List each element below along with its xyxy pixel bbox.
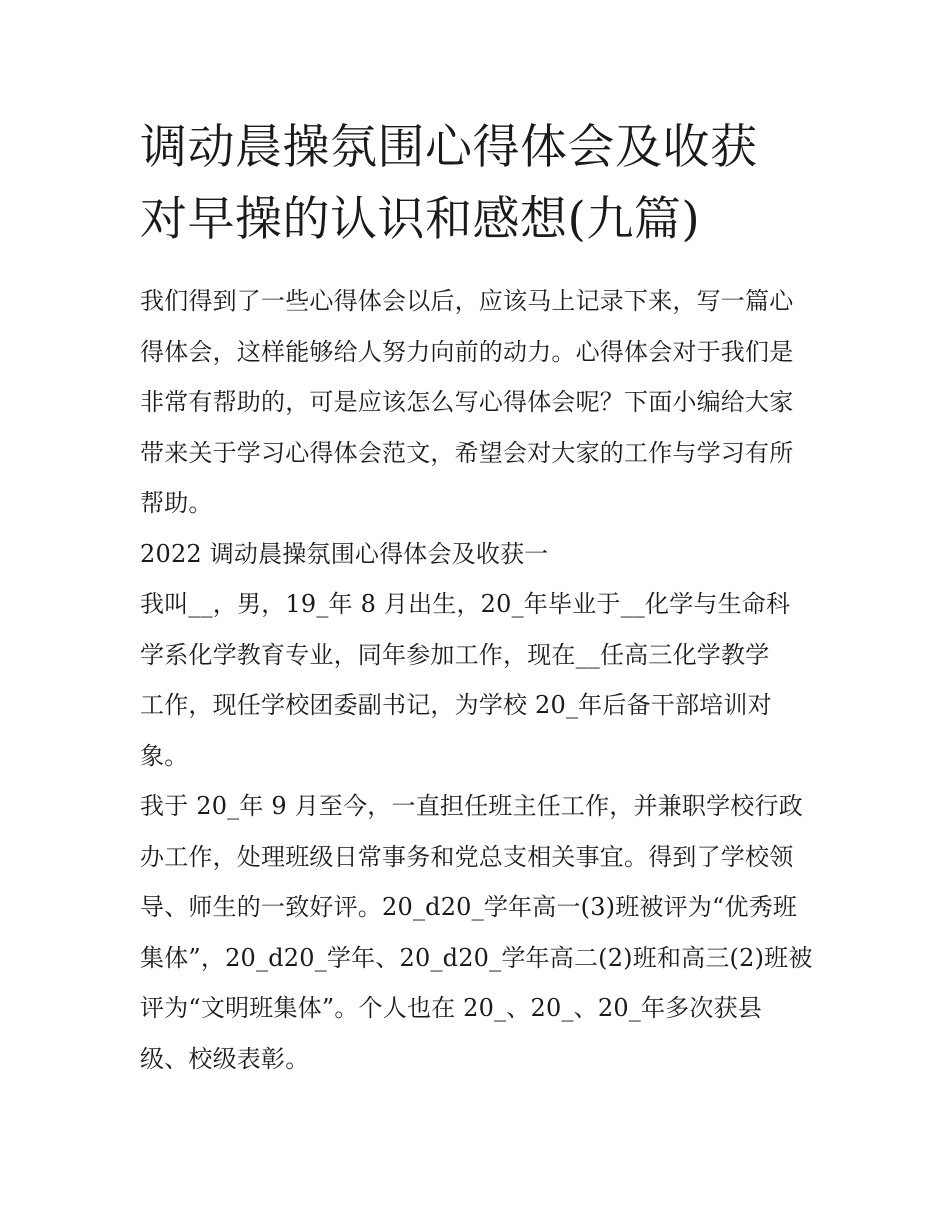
body-line: 得体会，这样能够给人努力向前的动力。心得体会对于我们是 (140, 337, 794, 366)
body-line: 我叫__，男，19_年 8 月出生，20_年毕业于__化学与生命科 (140, 590, 791, 618)
body-line: 工作，现任学校团委副书记，为学校 20_年后备干部培训对 (140, 691, 772, 719)
body-line: 学系化学教育专业，同年参加工作，现在__任高三化学教学 (140, 640, 770, 669)
body-line: 我们得到了一些心得体会以后，应该马上记录下来，写一篇心 (140, 287, 794, 315)
body-line: 我于 20_年 9 月至今，一直担任班主任工作，并兼职学校行政 (140, 792, 803, 820)
body-line: 评为“文明班集体”。个人也在 20_、20_、20_年多次获县 (140, 994, 762, 1022)
document-body (140, 276, 830, 1084)
body-line: 象。 (140, 741, 189, 770)
document-title (140, 112, 820, 256)
body-line: 导、师生的一致好评。20_d20_学年高一(3)班被评为“优秀班 (140, 893, 798, 921)
body-line: 非常有帮助的，可是应该怎么写心得体会呢？下面小编给大家 (140, 388, 794, 416)
body-line: 集体”，20_d20_学年、20_d20_学年高二(2)班和高三(2)班被 (140, 943, 813, 972)
body-line: 办工作，处理班级日常事务和党总支相关事宜。得到了学校领 (140, 842, 794, 871)
body-line: 帮助。 (140, 489, 213, 517)
section-heading: 2022 调动晨操氛围心得体会及收获一 (140, 539, 549, 568)
body-line: 级、校级表彰。 (140, 1044, 310, 1073)
body-line: 带来关于学习心得体会范文，希望会对大家的工作与学习有所 (140, 438, 794, 467)
title-line-1: 调动晨操氛围心得体会及收获 (140, 120, 758, 175)
title-line-2: 对早操的认识和感想(九篇) (140, 192, 701, 247)
